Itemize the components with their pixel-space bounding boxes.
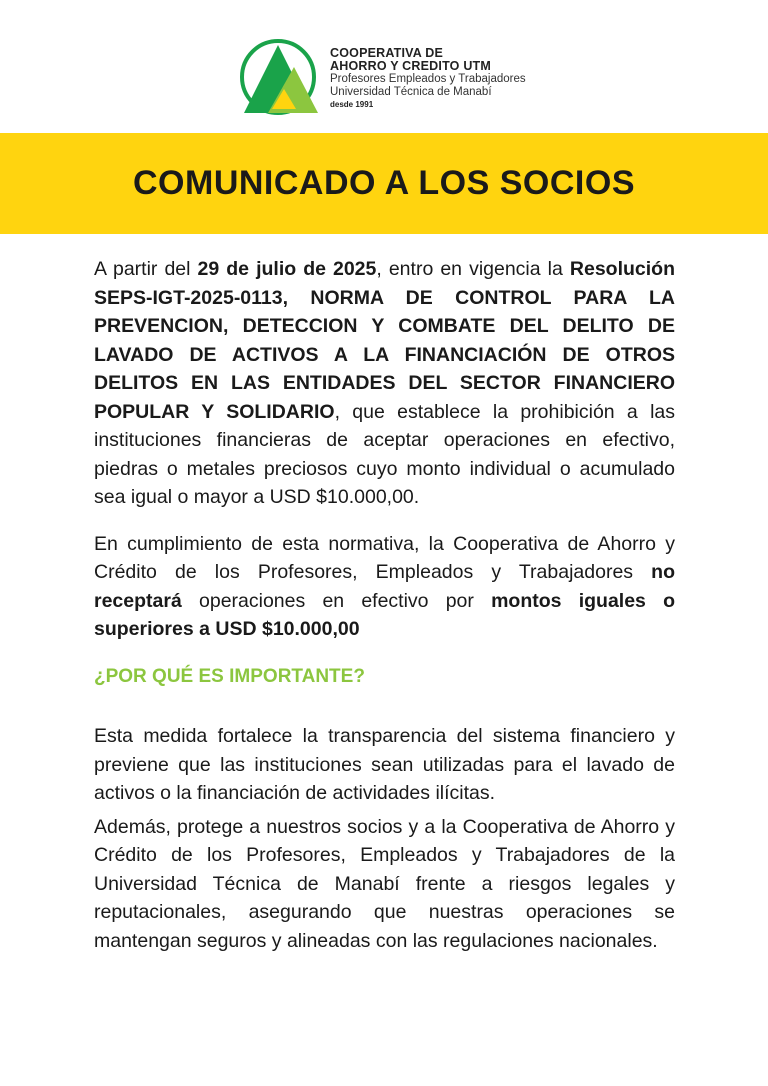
logo-line-4: Universidad Técnica de Manabí <box>330 86 492 98</box>
paragraph-effective-date: A partir del 29 de julio de 2025, entro en vigencia la Resolución SEPS-IGT-2025-0113, NORMA DE CONTROL PARA LA PREVENCION, DETECCION Y COMBATE DEL DELITO DE LAVADO DE ACTIVOS A LA FINANCIACIÓN DE OTROS DELITOS EN LAS ENTIDADES DEL SECTOR FINANCIERO POPULAR Y SOLIDARIO, que establece la prohibición a las instituciones financieras de aceptar operaciones en efectivo, piedras o metales preciosos cuyo monto individual o acumulado sea igual o mayor a USD $10.000,00. <box>94 258 675 508</box>
paragraph-compliance: En cumplimiento de esta normativa, la Cooperativa de Ahorro y Crédito de los Profesores, Empleados y Trabajadores no receptará operaciones en efectivo por montos iguales o superiores a USD $10.000,00 <box>94 532 675 640</box>
cooperative-logo <box>238 37 558 117</box>
logo-line-1: COOPERATIVA DE <box>330 46 443 60</box>
logo-text <box>330 47 526 111</box>
section-heading: ¿POR QUÉ ES IMPORTANTE? <box>94 665 365 687</box>
communique-body <box>94 255 675 955</box>
logo-line-2: AHORRO Y CREDITO UTM <box>330 59 491 73</box>
paragraph-importance: Esta medida fortalece la transparencia del sistema financiero y previene que las instituciones sean utilizadas para el lavado de activos o la financiación de actividades ilícitas. <box>94 725 675 804</box>
paragraph-protection: Además, protege a nuestros socios y a la Cooperativa de Ahorro y Crédito de los Profesores, Empleados y Trabajadores de la Universidad Técnica de Manabí frente a riesgos legales y reputacionales, asegurando que nuestras operaciones se mantengan seguros y alineadas con las regulaciones nacionales. <box>94 815 675 952</box>
cooperative-emblem-icon <box>238 37 322 117</box>
logo-line-3: Profesores Empleados y Trabajadores <box>330 73 526 85</box>
title-banner <box>0 133 768 234</box>
page-title: COMUNICADO A LOS SOCIOS <box>133 164 635 202</box>
logo-line-5: desde 1991 <box>330 100 374 109</box>
